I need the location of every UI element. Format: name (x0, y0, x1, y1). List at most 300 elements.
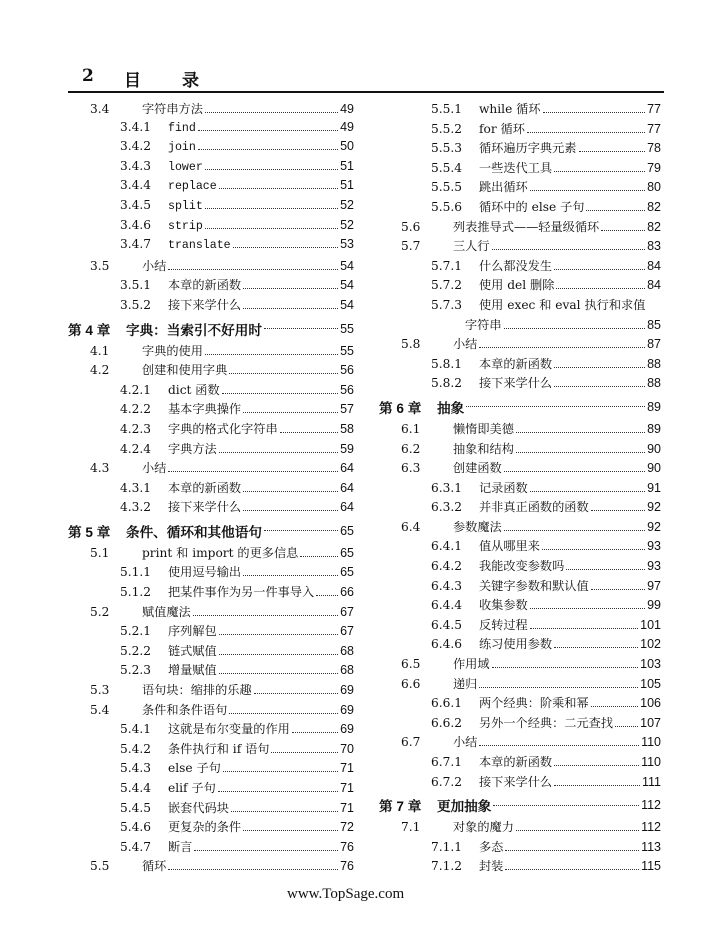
toc-entry-page: 83 (647, 239, 661, 254)
dot-leader (554, 785, 640, 786)
toc-subsection-entry (68, 818, 354, 838)
toc-entry-title: 收集参数 (479, 598, 528, 613)
toc-subsection-entry (68, 276, 354, 296)
toc-subsection-entry (379, 773, 661, 793)
toc-entry-page: 64 (340, 500, 354, 515)
toc-entry-number: 5.5.1 (431, 102, 463, 116)
toc-entry-title: 并非真正函数的函数 (479, 500, 589, 515)
toc-entry-title: 跳出循环 (479, 180, 528, 195)
dot-leader (530, 190, 645, 191)
toc-section-entry (379, 420, 661, 440)
toc-entry-title: 条件执行和 if 语句 (168, 741, 270, 756)
toc-section-entry (68, 257, 354, 277)
toc-entry-page: 76 (340, 859, 354, 874)
toc-entry-page: 66 (340, 585, 354, 600)
toc-section-entry (68, 857, 354, 877)
toc-subsection-entry (379, 178, 661, 198)
dot-leader (479, 687, 638, 688)
toc-section-entry (379, 218, 661, 238)
toc-entry-page: 52 (340, 197, 354, 212)
toc-entry-title: 关键字参数和默认值 (479, 578, 589, 593)
dot-leader (554, 269, 645, 270)
toc-entry-page: 107 (640, 715, 661, 730)
toc-entry-page: 55 (340, 343, 354, 358)
dot-leader (543, 112, 646, 113)
toc-subsection-entry (379, 159, 661, 179)
toc-subsection-entry (379, 714, 661, 734)
toc-entry-page: 105 (640, 676, 661, 691)
toc-entry-title: 反转过程 (479, 617, 528, 632)
toc-subsection-entry (379, 635, 661, 655)
toc-subsection-entry (379, 753, 661, 773)
toc-entry-title: join (168, 141, 196, 155)
toc-entry-number: 7.1.2 (431, 859, 463, 874)
header-title-char-2: 录 (182, 71, 199, 91)
toc-entry-title: else 子句 (168, 761, 221, 776)
dot-leader (554, 647, 638, 648)
toc-entry-page: 106 (640, 696, 661, 711)
toc-subsection-entry (379, 596, 661, 616)
dot-leader (229, 713, 338, 714)
dot-leader (556, 288, 645, 289)
toc-entry-number: 7.1 (401, 820, 421, 835)
dot-leader (504, 471, 645, 472)
toc-entry-title: 本章的新函数 (168, 480, 242, 495)
toc-entry-title: 接下来学什么 (479, 774, 553, 789)
toc-entry-page: 56 (340, 363, 354, 378)
toc-subsection-entry (68, 583, 354, 603)
dot-leader (530, 491, 645, 492)
toc-entry-number: 6.6 (401, 676, 421, 691)
toc-entry-number: 3.4.2 (120, 139, 152, 154)
dot-leader (530, 608, 645, 609)
toc-entry-number: 5.4.5 (120, 800, 152, 815)
toc-entry-page: 82 (647, 199, 661, 214)
toc-entry-number: 6.4.1 (431, 539, 463, 554)
toc-entry-number: 5.2.2 (120, 643, 152, 658)
toc-entry-title: 嵌套代码块 (168, 800, 229, 815)
toc-entry-title: 练习使用参数 (479, 637, 553, 652)
toc-subsection-entry (68, 479, 354, 499)
toc-entry-page: 84 (647, 258, 661, 273)
toc-entry-page: 93 (647, 559, 661, 574)
toc-entry-page: 115 (641, 859, 661, 874)
toc-subsection-entry (68, 661, 354, 681)
toc-chapter-entry (379, 394, 661, 420)
dot-leader (292, 732, 338, 733)
toc-subsection-entry (379, 374, 661, 394)
dot-leader (554, 367, 645, 368)
toc-entry-page: 82 (647, 219, 661, 234)
toc-entry-page: 84 (647, 278, 661, 293)
dot-leader (479, 347, 645, 348)
toc-subsection-entry (68, 779, 354, 799)
dot-leader (219, 673, 338, 674)
dot-leader (229, 373, 338, 374)
toc-entry-title: 本章的新函数 (168, 278, 242, 293)
dot-leader (219, 188, 338, 189)
toc-entry-page: 97 (647, 578, 661, 593)
toc-section-entry (68, 361, 354, 381)
toc-entry-page: 54 (340, 297, 354, 312)
toc-section-entry (379, 818, 661, 838)
toc-entry-page: 69 (340, 722, 354, 737)
toc-entry-title: 序列解包 (168, 624, 217, 639)
dot-leader (566, 569, 645, 570)
dot-leader (492, 249, 646, 250)
toc-subsection-entry (379, 198, 661, 218)
toc-subsection-entry (379, 498, 661, 518)
toc-entry-number: 第 7 章 (379, 799, 422, 815)
dot-leader (219, 634, 338, 635)
dot-leader (615, 726, 638, 727)
toc-subsection-entry (68, 440, 354, 460)
toc-entry-page: 69 (340, 683, 354, 698)
toc-entry-title-continuation: 字符串 (465, 317, 502, 332)
toc-subsection-entry (68, 642, 354, 662)
toc-entry-title: lower (168, 160, 203, 174)
toc-entry-page: 79 (647, 160, 661, 175)
toc-entry-page: 71 (340, 800, 354, 815)
toc-entry-number: 6.6.2 (431, 715, 463, 730)
toc-entry-number: 3.4.5 (120, 197, 152, 212)
toc-entry-number: 5.8 (401, 337, 421, 352)
toc-subsection-entry (68, 838, 354, 858)
toc-section-entry (379, 733, 661, 753)
toc-entry-number: 6.3 (401, 461, 421, 476)
dot-leader (219, 654, 338, 655)
toc-entry-number: 5.3 (90, 683, 110, 698)
toc-subsection-entry (379, 120, 661, 140)
toc-entry-number: 5.2.1 (120, 624, 152, 639)
toc-entry-number: 6.7.2 (431, 774, 463, 789)
dot-leader (168, 869, 338, 870)
dot-leader (168, 471, 338, 472)
toc-entry-number: 4.3 (90, 461, 110, 476)
toc-subsection-entry (379, 139, 661, 159)
toc-entry-number: 5.4 (90, 702, 110, 717)
toc-subsection-entry (68, 740, 354, 760)
dot-leader (264, 328, 338, 329)
toc-subsection-entry (379, 479, 661, 499)
toc-entry-page: 64 (340, 461, 354, 476)
toc-entry-title: 本章的新函数 (479, 356, 553, 371)
toc-entry-title: 封装 (479, 859, 504, 874)
toc-entry-number: 6.4.6 (431, 637, 463, 652)
toc-section-entry (68, 701, 354, 721)
toc-entry-title: 字典的使用 (142, 343, 203, 358)
toc-entry-page: 55 (340, 321, 354, 336)
dot-leader (280, 432, 338, 433)
toc-section-entry (379, 440, 661, 460)
dot-leader (466, 406, 645, 407)
toc-entry-title: for 循环 (479, 121, 525, 136)
toc-entry-title: 这就是布尔变量的作用 (168, 722, 290, 737)
toc-entry-page: 110 (641, 735, 661, 750)
toc-entry-title: 抽象和结构 (453, 441, 514, 456)
toc-entry-title: 接下来学什么 (168, 500, 242, 515)
footer-watermark-url: www.TopSage.com (287, 886, 405, 902)
toc-entry-number: 4.3.2 (120, 500, 152, 515)
toc-subsection-entry (379, 537, 661, 557)
toc-entry-page: 103 (640, 657, 661, 672)
toc-section-entry (379, 459, 661, 479)
dot-leader (218, 791, 338, 792)
toc-entry-title: while 循环 (479, 102, 541, 116)
toc-entry-page: 65 (340, 523, 354, 538)
toc-entry-page: 68 (340, 643, 354, 658)
toc-entry-title: 字典：当索引不好用时 (126, 322, 262, 338)
toc-entry-title: 小结 (453, 337, 478, 352)
toc-entry-title: 另外一个经典：二元查找 (479, 715, 614, 730)
toc-entry-title: 作用域 (453, 657, 490, 672)
toc-entry-number: 3.4.3 (120, 158, 152, 173)
toc-entry-title: 接下来学什么 (479, 376, 553, 391)
toc-subsection-entry (379, 257, 661, 277)
dot-leader (233, 247, 338, 248)
toc-section-entry (379, 655, 661, 675)
dot-leader (205, 354, 338, 355)
toc-entry-page: 77 (647, 102, 661, 116)
toc-entry-number: 5.5.3 (431, 141, 463, 156)
toc-entry-title: split (168, 199, 203, 213)
dot-leader (591, 706, 638, 707)
dot-leader (505, 869, 639, 870)
toc-entry-number: 3.4.6 (120, 217, 152, 232)
toc-subsection-entry (68, 218, 354, 238)
toc-entry-number: 5.4.6 (120, 820, 152, 835)
toc-entry-title: translate (168, 239, 231, 253)
toc-entry-title: strip (168, 219, 203, 233)
toc-chapter-entry (379, 792, 661, 818)
toc-entry-title: 小结 (453, 735, 478, 750)
dot-leader (516, 432, 645, 433)
toc-subsection-entry (68, 759, 354, 779)
toc-entry-title: 记录函数 (479, 480, 528, 495)
toc-entry-number: 5.2 (90, 604, 110, 619)
toc-entry-number: 5.7.2 (431, 278, 463, 293)
toc-entry-number: 5.8.1 (431, 356, 463, 371)
toc-entry-number: 3.5 (90, 258, 110, 273)
toc-entry-number: 4.2.2 (120, 402, 152, 417)
toc-entry-number: 7.1.1 (431, 839, 463, 854)
dot-leader (231, 811, 338, 812)
toc-subsection-entry (68, 381, 354, 401)
toc-entry-number: 3.4.4 (120, 178, 152, 193)
toc-subsection-entry (68, 296, 354, 316)
toc-entry-page: 90 (647, 461, 661, 476)
toc-entry-title: 对象的魔力 (453, 820, 514, 835)
toc-entry-page: 90 (647, 441, 661, 456)
toc-entry-title: 字典方法 (168, 441, 217, 456)
toc-entry-page: 50 (340, 139, 354, 154)
toc-entry-number: 6.4.2 (431, 559, 463, 574)
toc-entry-number: 3.5.2 (120, 297, 152, 312)
toc-entry-number: 5.5 (90, 859, 110, 874)
dot-leader (505, 850, 639, 851)
toc-entry-title: 把某件事作为另一件事导入 (168, 585, 315, 600)
dot-leader (586, 210, 645, 211)
toc-entry-title: 更加抽象 (437, 799, 492, 815)
toc-entry-title: 懒惰即美德 (453, 421, 514, 436)
toc-entry-number: 5.5.5 (431, 180, 463, 195)
dot-leader (527, 132, 645, 133)
toc-subsection-entry (68, 799, 354, 819)
toc-entry-title: 增量赋值 (168, 663, 217, 678)
toc-subsection-entry (68, 198, 354, 218)
header-title-char-1: 目 (124, 71, 141, 91)
toc-entry-number: 6.2 (401, 441, 421, 456)
dot-leader (223, 771, 338, 772)
dot-leader (504, 328, 646, 329)
toc-entry-number: 5.8.2 (431, 376, 463, 391)
toc-entry-number: 6.3.2 (431, 500, 463, 515)
toc-entry-title: 一些迭代工具 (479, 160, 553, 175)
toc-entry-page: 49 (340, 119, 354, 134)
toc-entry-title: 本章的新函数 (479, 755, 553, 769)
toc-entry-page: 78 (647, 141, 661, 156)
page-number: 2 (82, 66, 94, 86)
toc-entry-number: 6.7.1 (431, 755, 463, 769)
toc-entry-number: 4.2.3 (120, 421, 152, 436)
toc-entry-title: 使用 exec 和 eval 执行和求值 (479, 297, 646, 312)
toc-entry-page: 101 (640, 617, 661, 632)
header-rule (68, 91, 664, 93)
toc-subsection-entry (379, 355, 661, 375)
toc-entry-number: 5.6 (401, 219, 421, 234)
dot-leader (243, 308, 338, 309)
toc-entry-page: 70 (340, 741, 354, 756)
toc-subsection-entry (68, 563, 354, 583)
toc-entry-page: 113 (641, 839, 661, 854)
toc-entry-title: 递归 (453, 676, 478, 691)
toc-entry-page: 76 (340, 839, 354, 854)
toc-entry-page: 93 (647, 539, 661, 554)
dot-leader (205, 112, 338, 113)
toc-entry-number: 6.4.3 (431, 578, 463, 593)
toc-entry-number: 6.1 (401, 421, 421, 436)
dot-leader (243, 491, 338, 492)
dot-leader (504, 530, 645, 531)
toc-entry-title: find (168, 121, 196, 135)
toc-entry-title: 抽象 (437, 400, 465, 416)
toc-subsection-entry (379, 577, 661, 597)
toc-entry-number: 3.5.1 (120, 278, 152, 293)
toc-entry-title: 循环中的 else 子句 (479, 199, 585, 214)
toc-entry-page: 58 (340, 421, 354, 436)
dot-leader (300, 556, 338, 557)
toc-entry-number: 5.4.4 (120, 781, 152, 795)
toc-entry-number: 4.2.4 (120, 441, 152, 456)
toc-entry-page: 51 (340, 158, 354, 173)
toc-section-entry (68, 459, 354, 479)
dot-leader (316, 595, 338, 596)
toc-entry-number: 5.7.3 (431, 297, 463, 312)
dot-leader (591, 510, 645, 511)
toc-entry-number: 5.5.4 (431, 160, 463, 175)
toc-subsection-entry (68, 178, 354, 198)
toc-entry-number: 5.4.7 (120, 839, 152, 854)
toc-entry-number: 6.5 (401, 657, 421, 672)
toc-entry-title: print 和 import 的更多信息 (142, 545, 299, 560)
toc-entry-page: 99 (647, 598, 661, 613)
toc-subsection-entry (68, 622, 354, 642)
dot-leader (243, 510, 338, 511)
toc-entry-number: 第 5 章 (68, 524, 111, 540)
toc-entry-title: elif 子句 (168, 781, 216, 795)
dot-leader (219, 452, 338, 453)
toc-entry-page: 89 (647, 399, 661, 414)
toc-entry-title: 接下来学什么 (168, 297, 242, 312)
toc-entry-page: 77 (647, 121, 661, 136)
toc-entry-page: 69 (340, 702, 354, 717)
toc-subsection-entry (379, 100, 661, 120)
toc-entry-page: 112 (641, 820, 661, 835)
toc-entry-number: 5.2.3 (120, 663, 152, 678)
toc-entry-page: 54 (340, 258, 354, 273)
toc-entry-title: 赋值魔法 (142, 604, 191, 619)
toc-entry-number: 5.5.2 (431, 121, 463, 136)
toc-section-entry (68, 342, 354, 362)
toc-section-entry (379, 675, 661, 695)
toc-entry-page: 102 (640, 637, 661, 652)
toc-section-entry (379, 518, 661, 538)
toc-entry-number: 5.4.3 (120, 761, 152, 776)
toc-subsection-entry (379, 316, 661, 336)
toc-entry-page: 80 (647, 180, 661, 195)
toc-entry-title: 条件和条件语句 (142, 702, 228, 717)
toc-entry-title: 更复杂的条件 (168, 820, 242, 835)
toc-subsection-entry (68, 120, 354, 140)
toc-entry-page: 65 (340, 545, 354, 560)
toc-entry-title: 使用 del 删除 (479, 278, 555, 293)
toc-entry-page: 112 (641, 798, 661, 813)
toc-chapter-entry (68, 518, 354, 544)
toc-entry-page: 92 (647, 519, 661, 534)
toc-entry-title: 两个经典：阶乘和幂 (479, 696, 589, 711)
toc-entry-page: 54 (340, 278, 354, 293)
toc-entry-title: 循环 (142, 859, 167, 874)
toc-entry-page: 67 (340, 604, 354, 619)
toc-subsection-entry (68, 159, 354, 179)
toc-entry-number: 5.1.2 (120, 585, 152, 600)
toc-entry-page: 92 (647, 500, 661, 515)
toc-entry-title: 使用逗号输出 (168, 565, 242, 580)
toc-entry-number: 6.3.1 (431, 480, 463, 495)
toc-subsection-entry (68, 420, 354, 440)
toc-entry-number: 5.4.2 (120, 741, 152, 756)
dot-leader (205, 169, 338, 170)
toc-entry-title: 创建和使用字典 (142, 363, 228, 378)
toc-entry-title: 字符串方法 (142, 102, 203, 116)
toc-section-entry (68, 100, 354, 120)
toc-entry-number: 3.4.7 (120, 237, 152, 252)
dot-leader (264, 530, 338, 531)
toc-entry-page: 72 (340, 820, 354, 835)
toc-entry-title: 创建函数 (453, 461, 502, 476)
toc-entry-page: 64 (340, 480, 354, 495)
dot-leader (479, 745, 639, 746)
toc-entry-title: 三人行 (453, 239, 490, 254)
toc-entry-title: 小结 (142, 258, 167, 273)
dot-leader (591, 589, 645, 590)
toc-subsection-entry (379, 296, 661, 316)
dot-leader (243, 288, 338, 289)
toc-right-column (379, 100, 661, 877)
dot-leader (530, 628, 638, 629)
dot-leader (222, 393, 338, 394)
toc-entry-number: 3.4 (90, 102, 110, 116)
